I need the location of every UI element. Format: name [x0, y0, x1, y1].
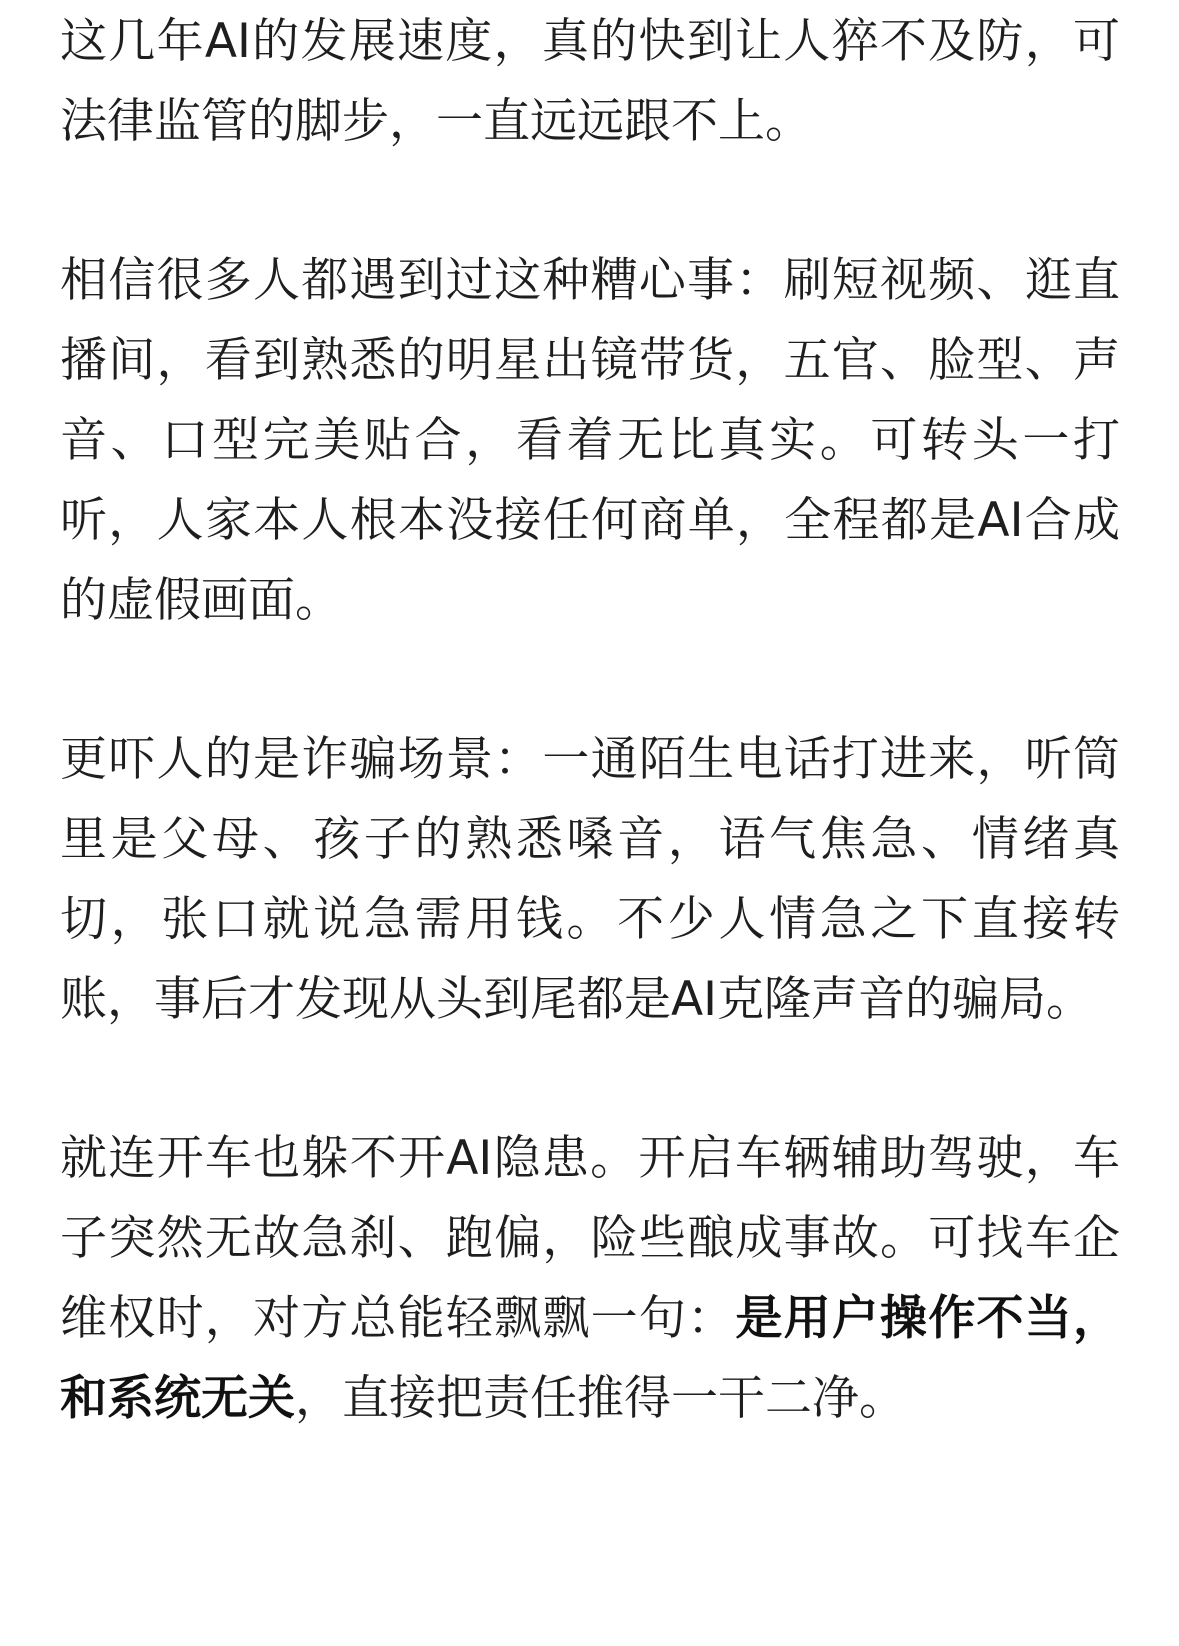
paragraph-1: 这几年AI的发展速度，真的快到让人猝不及防，可法律监管的脚步，一直远远跟不上。 — [60, 14, 1120, 149]
paragraph-2: 相信很多人都遇到过这种糟心事：刷短视频、逛直播间，看到熟悉的明星出镜带货，五官、脸型、声音、口型完美贴合，看着无比真实。可转头一打听，人家本人根本没接任何商单，全程都是AI合成的虚假画面。 — [60, 253, 1120, 628]
paragraph-4-text-before: 就连开车也躲不开AI隐患。开启车辆辅助驾驶，车子突然无故急刹、跑偏，险些酿成事故。可找车企维权时，对方总能轻飘飘一句： — [60, 1131, 1120, 1346]
article-body — [60, 0, 1120, 1439]
paragraph-4 — [60, 1119, 1120, 1439]
paragraph-3: 更吓人的是诈骗场景：一通陌生电话打进来，听筒里是父母、孩子的熟悉嗓音，语气焦急、情绪真切，张口就说急需用钱。不少人情急之下直接转账，事后才发现从头到尾都是AI克隆声音的骗局。 — [60, 732, 1120, 1027]
paragraph-4-bold-quote: 是用户操作不当，和系统无关 — [60, 1291, 1121, 1426]
paragraph-4-text-after: ，直接把责任推得一干二净。 — [295, 1371, 906, 1426]
